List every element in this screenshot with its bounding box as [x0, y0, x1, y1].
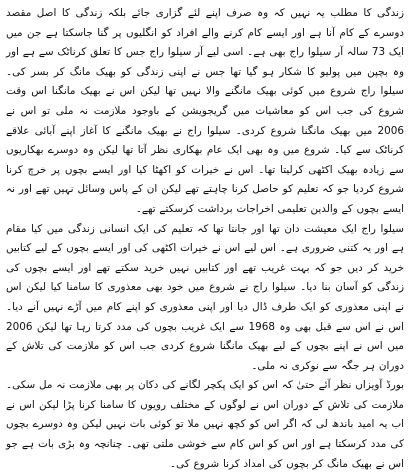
article-paragraph-3: بورڈ آویزاں نظر آئے حتیٰ کہ اس کو ایک پکچر لگانے کی دکان پر بھی ملازمت نہ مل سکی۔ ملازمت کی تلاش کے دوران اس نے لوگوں کے مختلف رویوں کا سامنا کرنا پڑا لیکن اس نے اب یہ امید باندھ لی کہ اگر اس کو کچھ نہیں ملا تو کوئی بات نہیں لیکن وہ دوسرے بچوں کی مدد کرسکتا ہے اور اس کو اس کام سے خوشی ملتی تھی۔ چنانچہ وہ بڑی بات ہے جو اس نے بھیک مانگ کر بچوں کی امداد کرنا شروع کی۔: [6, 379, 404, 470]
article-paragraph-1: زندگی کا مطلب یہ نہیں کہ وہ صرف اپنے لئے گزاری جائے بلکہ زندگی کا اصل مقصد دوسرے کے کام آنا ہے اور ایسے کام کرنے والے افراد کو انگلیوں پر گنا جاسکتا ہے جن میں ایک 73 سالہ آر سیلوا راج بھی ہے۔ اسی لیے آر سیلوا راج جس کا تعلق کرناٹک سے ہے اور وہ بچپن میں پولیو کا شکار ہو گیا تھا جس نے اپنی زندگی کو بھیک مانگ کر بسر کی۔ سیلوا راج شروع میں کوئی بھیک مانگنے والا نہیں تھا لیکن اس نے بھیک مانگنا اس وقت شروع کی جب اس کو معاشیات میں گریجویشن کے باوجود ملازمت نہ ملی تو اس نے 2006 میں بھیک مانگنا شروع کردی۔ سیلوا راج نے بھیک مانگنے کا آغاز اپنے آبائی علاقے کرناٹک سے کیا۔ شروع میں وہ بھی ایک عام بھکاری نظر آتا تھا لیکن وہ دوسرے بھکاریوں سے زیادہ بھیک اکٹھی کرلیتا تھا۔ اس نے خیرات کو اکھٹا کیا اور ایسے بچوں پر خرچ کرنا شروع کردیا جو کہ تعلیم کو حاصل کرنا چاہتے تھے لیکن ان کے پاس وسائل نہیں تھے اور نہ ایسے بچوں کے والدین تعلیمی اخراجات برداشت کرسکتے تھے۔: [6, 7, 404, 215]
article-paragraph-2: سیلوا راج ایک معیشت دان تھا اور جانتا تھا کہ تعلیم کی ایک انسانی زندگی میں کیا مقام ہے اور یہ کتنی ضروری ہے۔ اس لیے اس نے خیرات اکٹھی کی اور ایسے بچوں کے لیے کتابیں خرید کر دیں جو کہ بہت غریب تھے اور کتابیں نہیں خرید سکتے تھے اور ایسے بچوں کی زندگی کو آسان بنا دیا۔ سیلوا راج نے شروع میں خود بھی معذوری کا سامنا کیا لیکن اس نے اپنی معذوری کو ایک طرف ڈال دیا اور اپنی معذوری کو اپنے کام میں آڑے نہیں آنے دیا۔ اس نے اس سے قبل بھی وہ 1968 سے ایک غریب بچوں کی مدد کرتا رہا تھا لیکن 2006 میں اس نے اپنے بچوں کے لیے بھیک مانگنا شروع کردی جب اس کو ملازمت کی تلاش کے دوران ہر جگہ سے نوکری نہ ملی۔: [6, 222, 404, 372]
